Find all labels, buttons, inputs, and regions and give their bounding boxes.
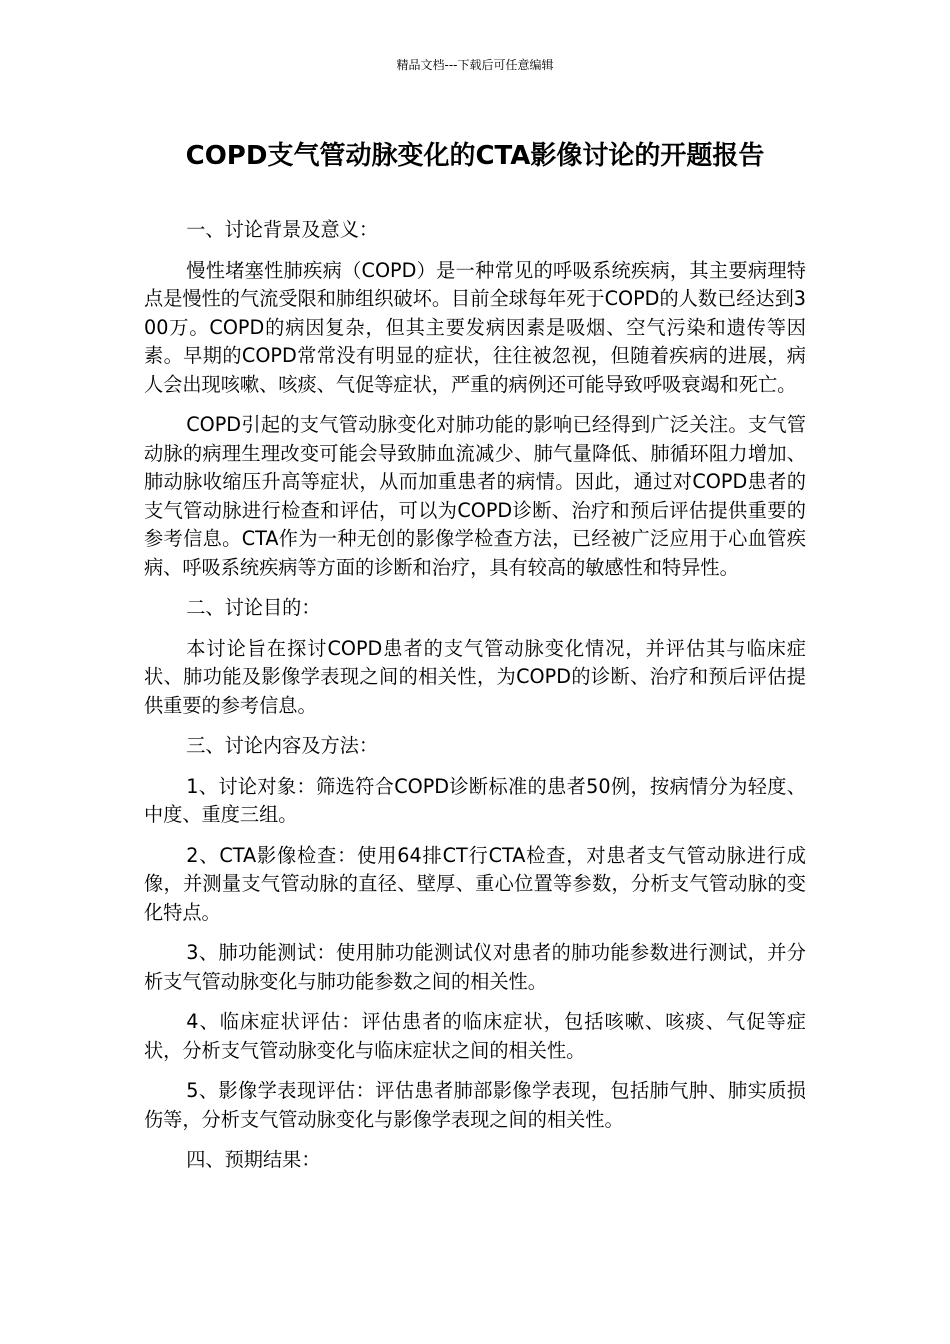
section-heading-expected-results: 四、预期结果： bbox=[186, 1148, 321, 1171]
paragraph-bronchial-artery: COPD引起的支气管动脉变化对肺功能的影响已经得到广泛关注。支气管动脉的病理生理改变可能会导致肺血流减少、肺气量降低、肺循环阻力增加、肺动脉收缩压升高等症状，从而加重患者的病情。因此，通过对COPD患者的支气管动脉进行检查和评估，可以为COPD诊断、治疗和预后评估提供重要的参考信息。CTA作为一种无创的影像学检查方法，已经被广泛应用于心血管疾病、呼吸系统疾病等方面的诊断和治疗，具有较高的敏感性和特异性。 bbox=[144, 413, 806, 579]
paragraph-copd-overview: 慢性堵塞性肺疾病（COPD）是一种常见的呼吸系统疾病，其主要病理特点是慢性的气流受限和肺组织破坏。目前全球每年死于COPD的人数已经达到300万。COPD的病因复杂，但其主要发病因素是吸烟、空气污染和遗传等因素。早期的COPD常常没有明显的症状，往往被忽视，但随着疾病的进展，病人会出现咳嗽、咳痰、气促等症状，严重的病例还可能导致呼吸衰竭和死亡。 bbox=[144, 258, 806, 396]
list-item-cta-exam: 2、CTA影像检查：使用64排CT行CTA检查，对患者支气管动脉进行成像，并测量支气管动脉的直径、壁厚、重心位置等参数，分析支气管动脉的变化特点。 bbox=[144, 843, 806, 924]
page-title: COPD支气管动脉变化的CTA影像讨论的开题报告 bbox=[185, 141, 765, 171]
header-note: 精品文档---下载后可任意编辑 bbox=[396, 58, 554, 72]
section-heading-purpose: 二、讨论目的： bbox=[186, 596, 321, 619]
list-item-lung-function: 3、肺功能测试：使用肺功能测试仪对患者的肺功能参数进行测试，并分析支气管动脉变化与肺功能参数之间的相关性。 bbox=[144, 941, 806, 993]
document-body bbox=[144, 216, 806, 1187]
paragraph-purpose: 本讨论旨在探讨COPD患者的支气管动脉变化情况，并评估其与临床症状、肺功能及影像学表现之间的相关性，为COPD的诊断、治疗和预后评估提供重要的参考信息。 bbox=[144, 636, 806, 717]
list-item-imaging-evaluation: 5、影像学表现评估：评估患者肺部影像学表现，包括肺气肿、肺实质损伤等，分析支气管动脉变化与影像学表现之间的相关性。 bbox=[144, 1079, 806, 1131]
list-item-clinical-symptoms: 4、临床症状评估：评估患者的临床症状，包括咳嗽、咳痰、气促等症状，分析支气管动脉变化与临床症状之间的相关性。 bbox=[144, 1010, 806, 1062]
list-item-subjects: 1、讨论对象：筛选符合COPD诊断标准的患者50例，按病情分为轻度、中度、重度三组。 bbox=[144, 774, 806, 826]
section-heading-methods: 三、讨论内容及方法： bbox=[186, 734, 379, 757]
section-heading-background: 一、讨论背景及意义： bbox=[186, 218, 379, 241]
